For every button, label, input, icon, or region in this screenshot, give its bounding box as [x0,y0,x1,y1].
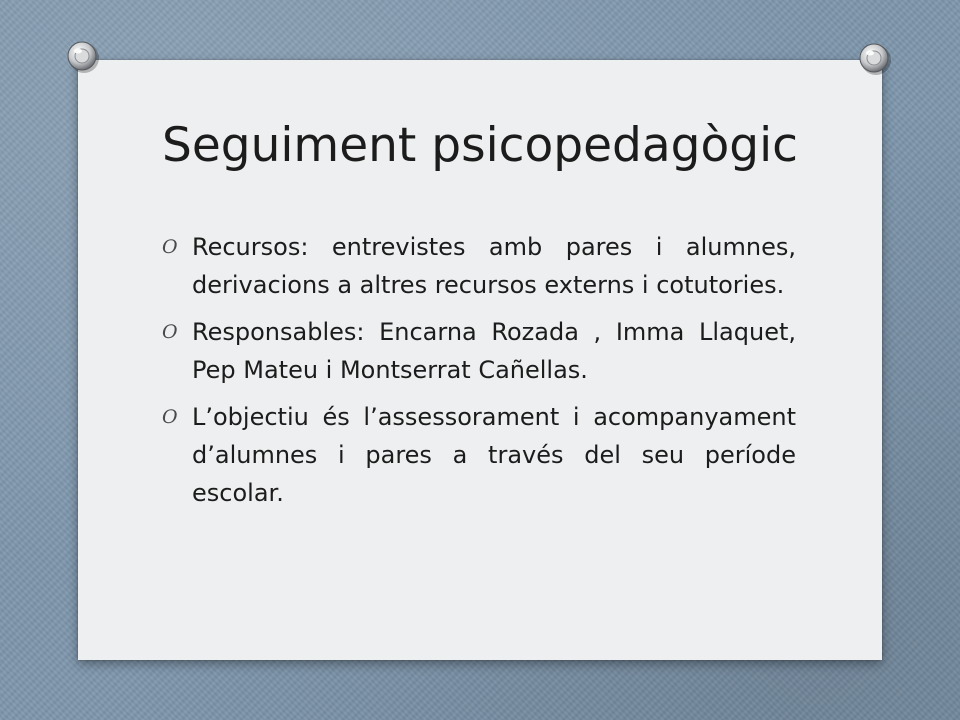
pushpin-icon [856,40,896,80]
bullet-text: Recursos: entrevistes amb pares i alumnes, derivacions a altres recursos externs i cotutories. [192,233,796,299]
bullet-text: L’objectiu és l’assessorament i acompanyament d’alumnes i pares a través del seu període escolar. [192,403,796,507]
bullet-text: Responsables: Encarna Rozada , Imma Llaquet, Pep Mateu i Montserrat Cañellas. [192,318,796,384]
bullet-item [162,398,796,512]
pushpin-icon [64,38,104,78]
slide-title: Seguiment psicopedagògic [162,118,798,173]
bullet-o-icon: O [162,406,178,428]
bullet-item [162,228,796,304]
bullet-o-icon: O [162,236,178,258]
bullet-list [162,228,796,521]
bullet-o-icon: O [162,321,178,343]
bullet-item [162,313,796,389]
